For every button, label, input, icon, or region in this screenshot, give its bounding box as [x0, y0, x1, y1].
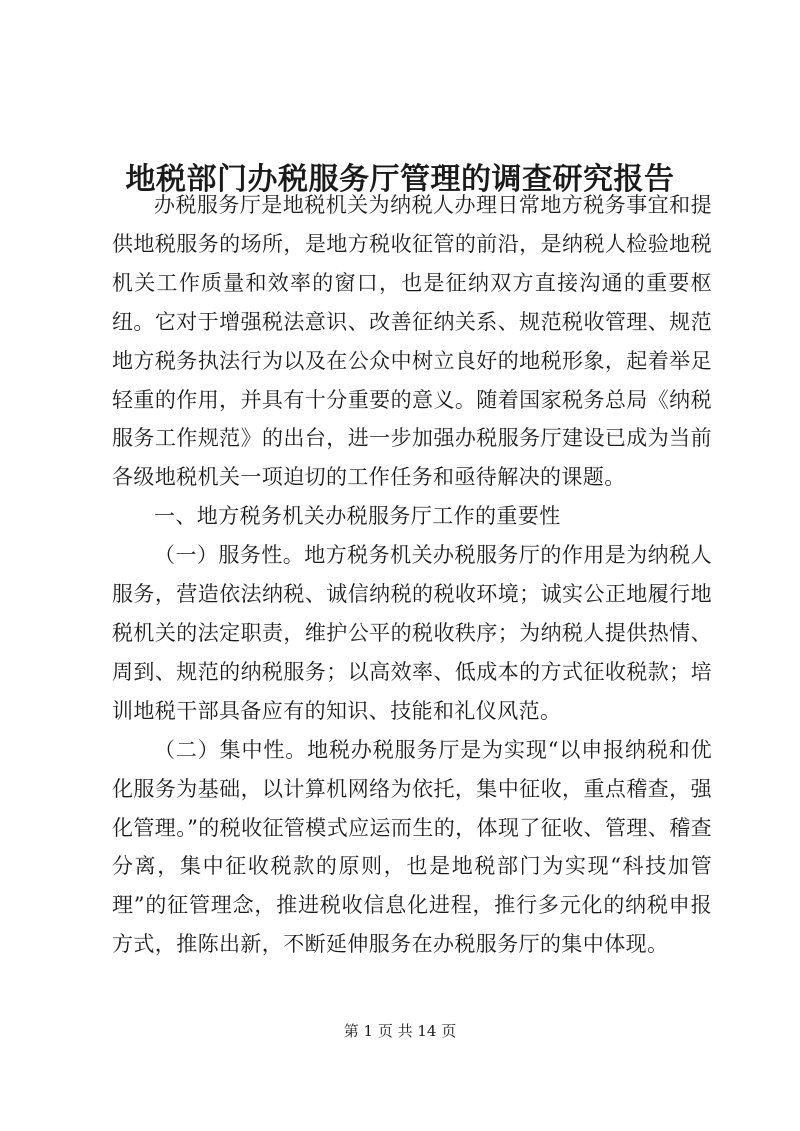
document-title: 地税部门办税服务厅管理的调查研究报告 — [125, 162, 675, 198]
intro-paragraph: 办税服务厅是地税机关为纳税人办理日常地方税务事宜和提供地税服务的场所，是地方税收征管的前沿，是纳税人检验地税机关工作质量和效率的窗口，也是征纳双方直接沟通的重要枢纽。它对于增强税法意识、改善征纳关系、规范税收管理、规范地方税务执法行为以及在公众中树立良好的地税形象，起着举足轻重的作用，并具有十分重要的意义。随着国家税务总局《纳税服务工作规范》的出台，进一步加强办税服务厅建设已成为当前各级地税机关一项迫切的工作任务和亟待解决的课题。 — [112, 193, 712, 490]
centralization-paragraph: （二）集中性。地税办税服务厅是为实现“以申报纳税和优化服务为基础，以计算机网络为依托，集中征收，重点稽查，强化管理。”的税收征管模式应运而生的，体现了征收、管理、稽查分离，集中征收税款的原则，也是地税部门为实现“科技加管理”的征管理念，推进税收信息化进程，推行多元化的纳税申报方式，推陈出新，不断延伸服务在办税服务厅的集中体现。 — [112, 737, 712, 957]
section-heading: 一、地方税务机关办税服务厅工作的重要性 — [154, 504, 561, 529]
page-footer: 第 1 页 共 14 页 — [343, 1022, 457, 1040]
document-body — [112, 186, 712, 964]
service-paragraph: （一）服务性。地方税务机关办税服务厅的作用是为纳税人服务，营造依法纳税、诚信纳税的税收环境；诚实公正地履行地税机关的法定职责，维护公平的税收秩序；为纳税人提供热情、周到、规范的纳税服务；以高效率、低成本的方式征收税款；培训地税干部具备应有的知识、技能和礼仪风范。 — [112, 543, 712, 723]
